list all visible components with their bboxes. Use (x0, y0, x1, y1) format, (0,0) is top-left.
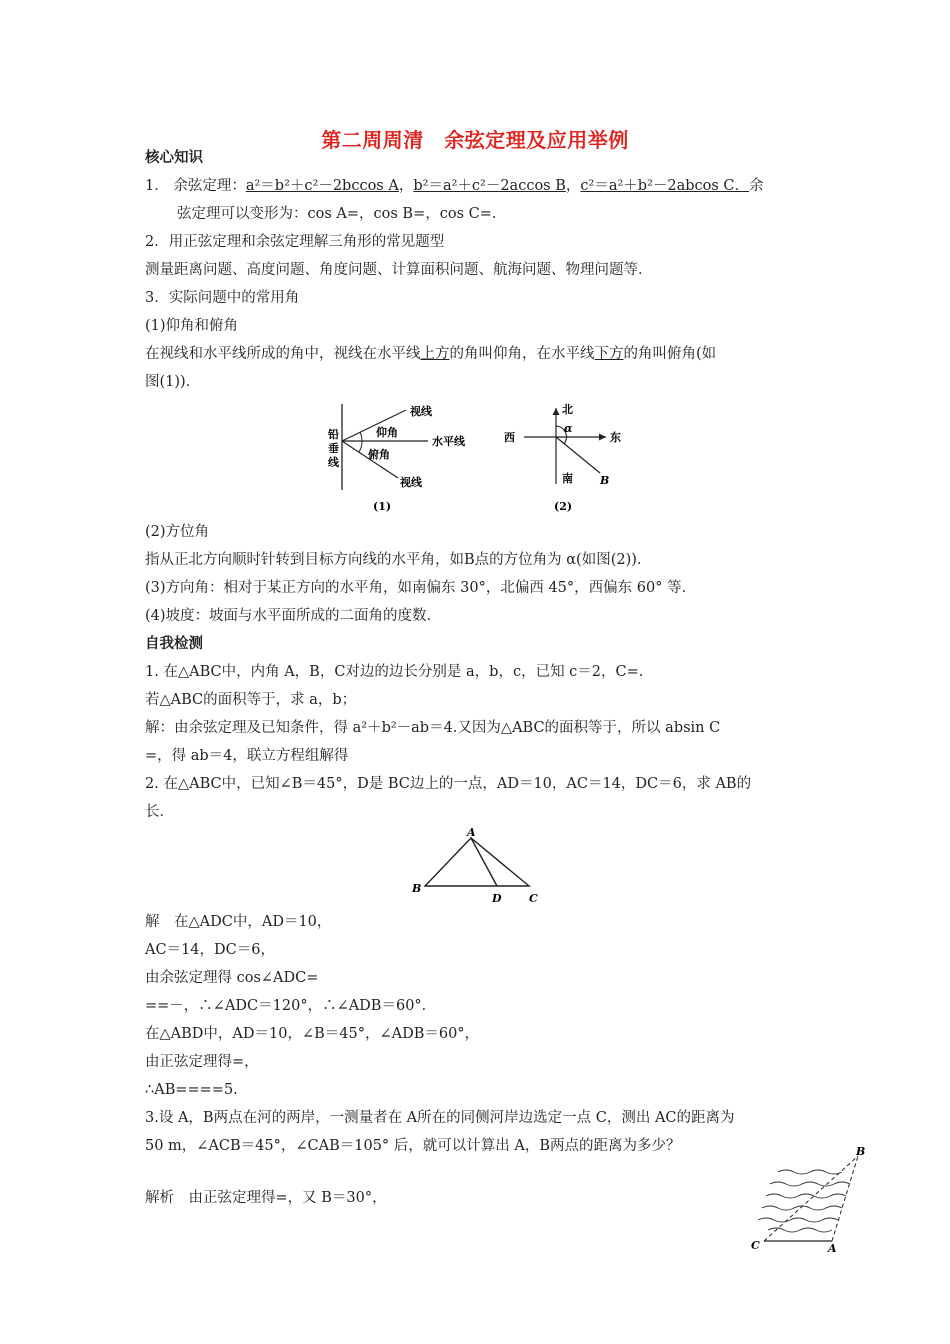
label-east: 东 (610, 431, 621, 444)
label-b: B (600, 474, 610, 487)
solution-2-line4: ==－，∴∠ADC＝120°，∴∠ADB＝60°． (145, 998, 437, 1014)
solution-2-line7: ∴AB====5. (145, 1082, 238, 1098)
paragraph-3-2: (2)方位角 (145, 524, 210, 540)
solution-1a: 解：由余弦定理及已知条件，得 a²＋b²－ab＝4.又因为△ABC的面积等于，所以 absin C (145, 720, 721, 736)
label-b: B (856, 1145, 866, 1158)
label-vertical: 垂 (328, 442, 339, 455)
question-3b: 50 m，∠ACB＝45°，∠CAB＝105° 后，就可以计算出 A，B两点的距离为多少？ (145, 1138, 681, 1154)
solution-3: 解析 由正弦定理得=，又 B＝30°， (145, 1190, 387, 1206)
paragraph-3-1b: 图(1))． (145, 374, 201, 390)
underlined-text: 上方 (420, 346, 450, 362)
text: 余弦定理： (173, 178, 246, 194)
text: 余 (749, 178, 764, 194)
paragraph-3-4: (4)坡度：坡面与水平面所成的二面角的度数． (145, 608, 442, 624)
label-b: B (412, 882, 422, 895)
direction-to-b (556, 437, 600, 473)
elevation-arc (360, 432, 362, 441)
caption-1: (1) (373, 500, 392, 513)
text: 的角叫仰角，在水平线 (449, 346, 595, 362)
segment-ab (832, 1156, 858, 1241)
label-depression: 俯角 (368, 448, 390, 461)
label-c: C (529, 892, 538, 905)
label-west: 西 (504, 431, 515, 444)
solution-2-line6: 由正弦定理得=， (145, 1054, 259, 1070)
question-2b: 长． (145, 804, 174, 820)
question-1a: 1. 在△ABC中，内角 A，B，C对边的边长分别是 a，b，c，已知 c＝2，C=. (145, 664, 644, 680)
label-sight-up: 视线 (410, 405, 432, 418)
label-a: A (828, 1242, 837, 1255)
label-a: A (467, 826, 476, 839)
paragraph-3-3: (3)方向角：相对于某正方向的水平角，如南偏东 30°，北偏西 45°，西偏东 60° 等． (145, 580, 697, 596)
figure-elevation-depression (310, 398, 500, 516)
paragraph-3-2a: 指从正北方向顺时针转到目标方向线的水平角，如B点的方位角为 α(如图(2))． (145, 552, 652, 568)
depression-arc (359, 441, 362, 452)
figure-azimuth (500, 398, 650, 516)
segment-ad (471, 838, 497, 886)
label-d: D (492, 892, 502, 905)
label-horizontal: 水平线 (432, 435, 465, 448)
paragraph-cosine-variant: 弦定理可以变形为：cos A=，cos B=，cos C=. (177, 206, 497, 222)
text: 在视线和水平线所成的角中，视线在水平线 (145, 346, 421, 362)
underlined-text: 下方 (594, 346, 624, 362)
sep: ， (398, 178, 414, 194)
solution-1b: =，得 ab＝4，联立方程组解得 (145, 748, 349, 764)
triangle-abc (425, 838, 529, 886)
formula-a: a²＝b²＋c²－2bccos A (245, 178, 399, 194)
figure-triangle-abd (405, 824, 550, 906)
solution-2-line3: 由余弦定理得 cos∠ADC= (145, 970, 319, 986)
label-elevation: 仰角 (376, 426, 398, 439)
label-c: C (751, 1239, 760, 1252)
paragraph-cosine-law (145, 176, 764, 196)
caption-2: (2) (554, 500, 573, 513)
label-lead: 铅 (328, 428, 339, 441)
label-south: 南 (562, 472, 573, 485)
page-title: 第二周周清 余弦定理及应用举例 (321, 128, 629, 152)
paragraph-2: 2．用正弦定理和余弦定理解三角形的常见题型 (145, 234, 445, 250)
paragraph-2b: 测量距离问题、高度问题、角度问题、计算面积问题、航海问题、物理问题等． (145, 262, 653, 278)
label-line: 线 (328, 456, 339, 469)
section-heading-self-test: 自我检测 (145, 636, 203, 652)
label-north: 北 (562, 403, 573, 416)
formula-b: b²＝a²＋c²－2accos B (413, 178, 566, 194)
figure-river (748, 1142, 878, 1257)
item-number: 1． (145, 178, 169, 194)
text: 的角叫俯角(如 (623, 346, 717, 362)
paragraph-3-1a (145, 344, 716, 364)
paragraph-3: 3．实际问题中的常用角 (145, 290, 300, 306)
question-1b: 若△ABC的面积等于，求 a，b； (145, 692, 357, 708)
section-heading-core: 核心知识 (145, 150, 203, 166)
water-waves (758, 1170, 850, 1232)
solution-2-line5: 在△ABD中，AD＝10，∠B＝45°，∠ADB＝60°， (145, 1026, 480, 1042)
solution-2-line2: AC＝14，DC＝6， (145, 942, 275, 958)
paragraph-3-1: (1)仰角和俯角 (145, 318, 239, 334)
question-3a: 3.设 A，B两点在河的两岸，一测量者在 A所在的同侧河岸边选定一点 C，测出 AC的距离为 (145, 1110, 735, 1126)
sep: ， (565, 178, 581, 194)
solution-2-line1: 解 在△ADC中，AD＝10， (145, 914, 332, 930)
label-alpha: α (564, 422, 573, 435)
label-sight-down: 视线 (400, 476, 422, 489)
formula-c: c²＝a²＋b²－2abcos C． (580, 178, 750, 194)
question-2a: 2. 在△ABC中，已知∠B＝45°，D是 BC边上的一点，AD＝10，AC＝14，DC＝6，求 AB的 (145, 776, 752, 792)
